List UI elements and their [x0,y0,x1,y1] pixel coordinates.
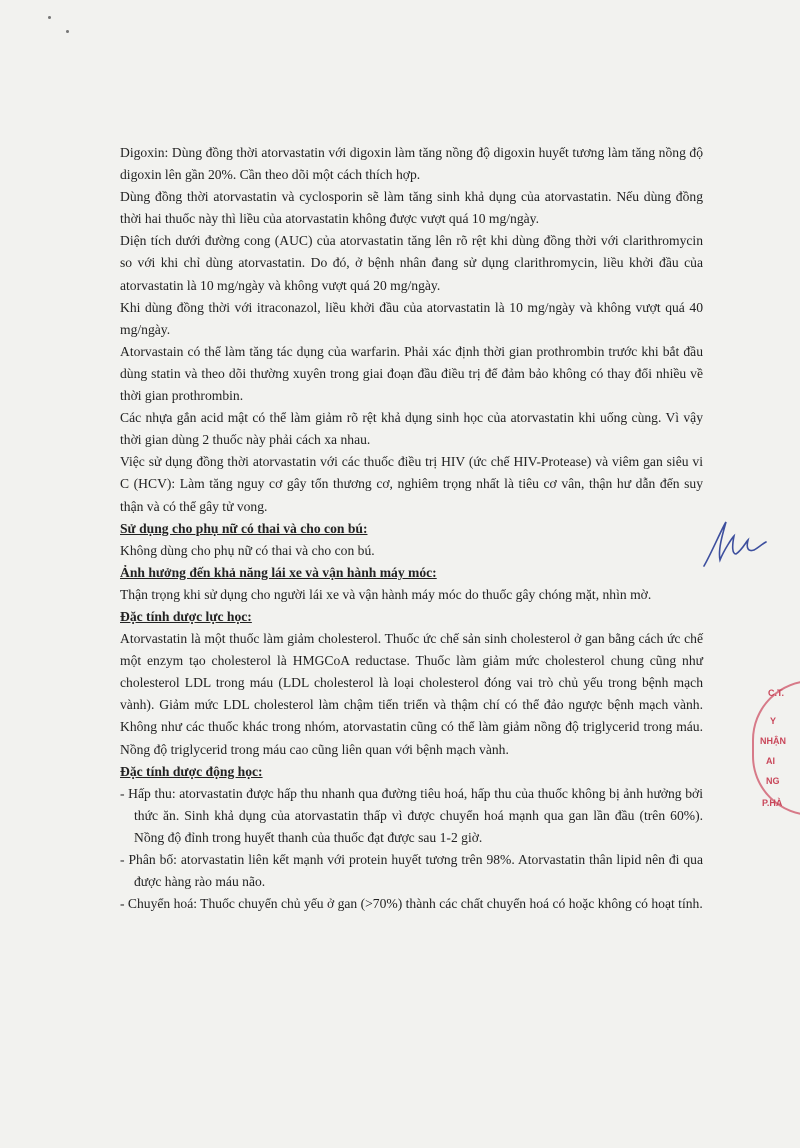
scan-speck [66,30,69,33]
paragraph-digoxin: Digoxin: Dùng đồng thời atorvastatin với digoxin làm tăng nồng độ digoxin huyết tương làm tăng nồng độ digoxin lên gần 20%. Cần theo dõi một cách thích hợp. [120,145,703,183]
stamp-text: NHẬN [760,736,786,746]
paragraph-cyclosporin: Dùng đồng thời atorvastatin và cyclosporin sẽ làm tăng sinh khả dụng của atorvastatin. Nếu dùng đồng thời hai thuốc này thì liều của atorvastatin không được vượt quá 10 mg/ngày. [120,189,703,227]
stamp-ring [752,680,800,816]
paragraph-clarithromycin: Diện tích dưới đường cong (AUC) của atorvastatin tăng lên rõ rệt khi dùng đồng thời với clarithromycin so với khi chỉ dùng atorvastatin. Do đó, ở bệnh nhân đang sử dụng clarithromycin, liều khởi đầu của atorvastatin là 10 mg/ngày và không vượt quá 20 mg/ngày. [120,233,703,293]
bullet-distribution: - Phân bố: atorvastatin liên kết mạnh với protein huyết tương trên 98%. Atorvastatin thân lipid nên đi qua được hàng rào máu não. [120,852,703,890]
stamp-text: NG [766,776,780,786]
paragraph-pharmacodynamics: Atorvastatin là một thuốc làm giảm cholesterol. Thuốc ức chế sản sinh cholesterol ở gan bằng cách ức chế một enzym tạo cholesterol là HMGCoA reductase. Thuốc làm giảm mức cholesterol chung cũng như cholesterol LDL trong máu (LDL cholesterol là loại cholesterol đóng vai trò chủ yếu trong bệnh mạch vành). Giảm mức LDL cholesterol làm chậm tiến triển và thậm chí có thể đảo ngược bệnh mạch vành. Không như các thuốc khác trong nhóm, atorvastatin cũng có thể làm giảm nồng độ triglycerid trong máu. Nồng độ triglycerid trong máu cao cũng liên quan với bệnh mạch vành. [120,631,703,757]
bullet-absorption: - Hấp thu: atorvastatin được hấp thu nhanh qua đường tiêu hoá, hấp thu của thuốc không bị ảnh hưởng bởi thức ăn. Sinh khả dụng của atorvastatin thấp vì được chuyển hoá mạnh qua gan lần đầu (trên 60%). Nồng độ đỉnh trong huyết thanh của thuốc đạt được sau 1-2 giờ. [120,785,703,845]
paragraph-hiv-hcv: Việc sử dụng đồng thời atorvastatin với các thuốc điều trị HIV (ức chế HIV-Protease) và viêm gan siêu vi C (HCV): Làm tăng nguy cơ gây tổn thương cơ, nghiêm trọng nhất là tiêu cơ vân, thận hư dẫn đến suy thận và có thể gây tử vong. [120,454,703,514]
signature-scribble-icon [700,516,772,570]
company-stamp [752,680,800,816]
heading-driving: Ảnh hưởng đến khả năng lái xe và vận hành máy móc: [120,564,437,580]
stamp-text: Y [770,716,777,726]
heading-pharmacodynamics: Đặc tính dược lực học: [120,608,252,624]
scan-speck [48,16,51,19]
heading-pharmacokinetics: Đặc tính dược động học: [120,763,263,779]
paragraph-bile-acid-resins: Các nhựa gắn acid mật có thể làm giảm rõ rệt khả dụng sinh học của atorvastatin khi uống cùng. Vì vậy thời gian dùng 2 thuốc này phải cách xa nhau. [120,410,703,448]
document-body [120,142,703,915]
heading-pregnancy: Sử dụng cho phụ nữ có thai và cho con bú: [120,520,368,536]
stamp-text: AI [766,756,775,766]
paragraph-driving: Thận trọng khi sử dụng cho người lái xe và vận hành máy móc do thuốc gây chóng mặt, nhìn mờ. [120,586,652,602]
paragraph-warfarin: Atorvastain có thể làm tăng tác dụng của warfarin. Phải xác định thời gian prothrombin trước khi bắt đầu dùng statin và theo dõi thường xuyên trong giai đoạn đầu điều trị để đảm bảo không có thay đổi nhiều về thời gian prothrombin. [120,343,703,404]
bullet-metabolism: - Chuyển hoá: Thuốc chuyển chủ yếu ở gan (>70%) thành các chất chuyển hoá có hoặc không có hoạt tính. [120,896,703,912]
stamp-text: C.T. [768,688,785,698]
paragraph-itraconazol: Khi dùng đồng thời với itraconazol, liều khởi đầu của atorvastatin là 10 mg/ngày và không vượt quá 40 mg/ngày. [120,299,703,337]
paragraph-pregnancy: Không dùng cho phụ nữ có thai và cho con bú. [120,542,375,558]
stamp-text: P.HÀ [762,798,783,808]
